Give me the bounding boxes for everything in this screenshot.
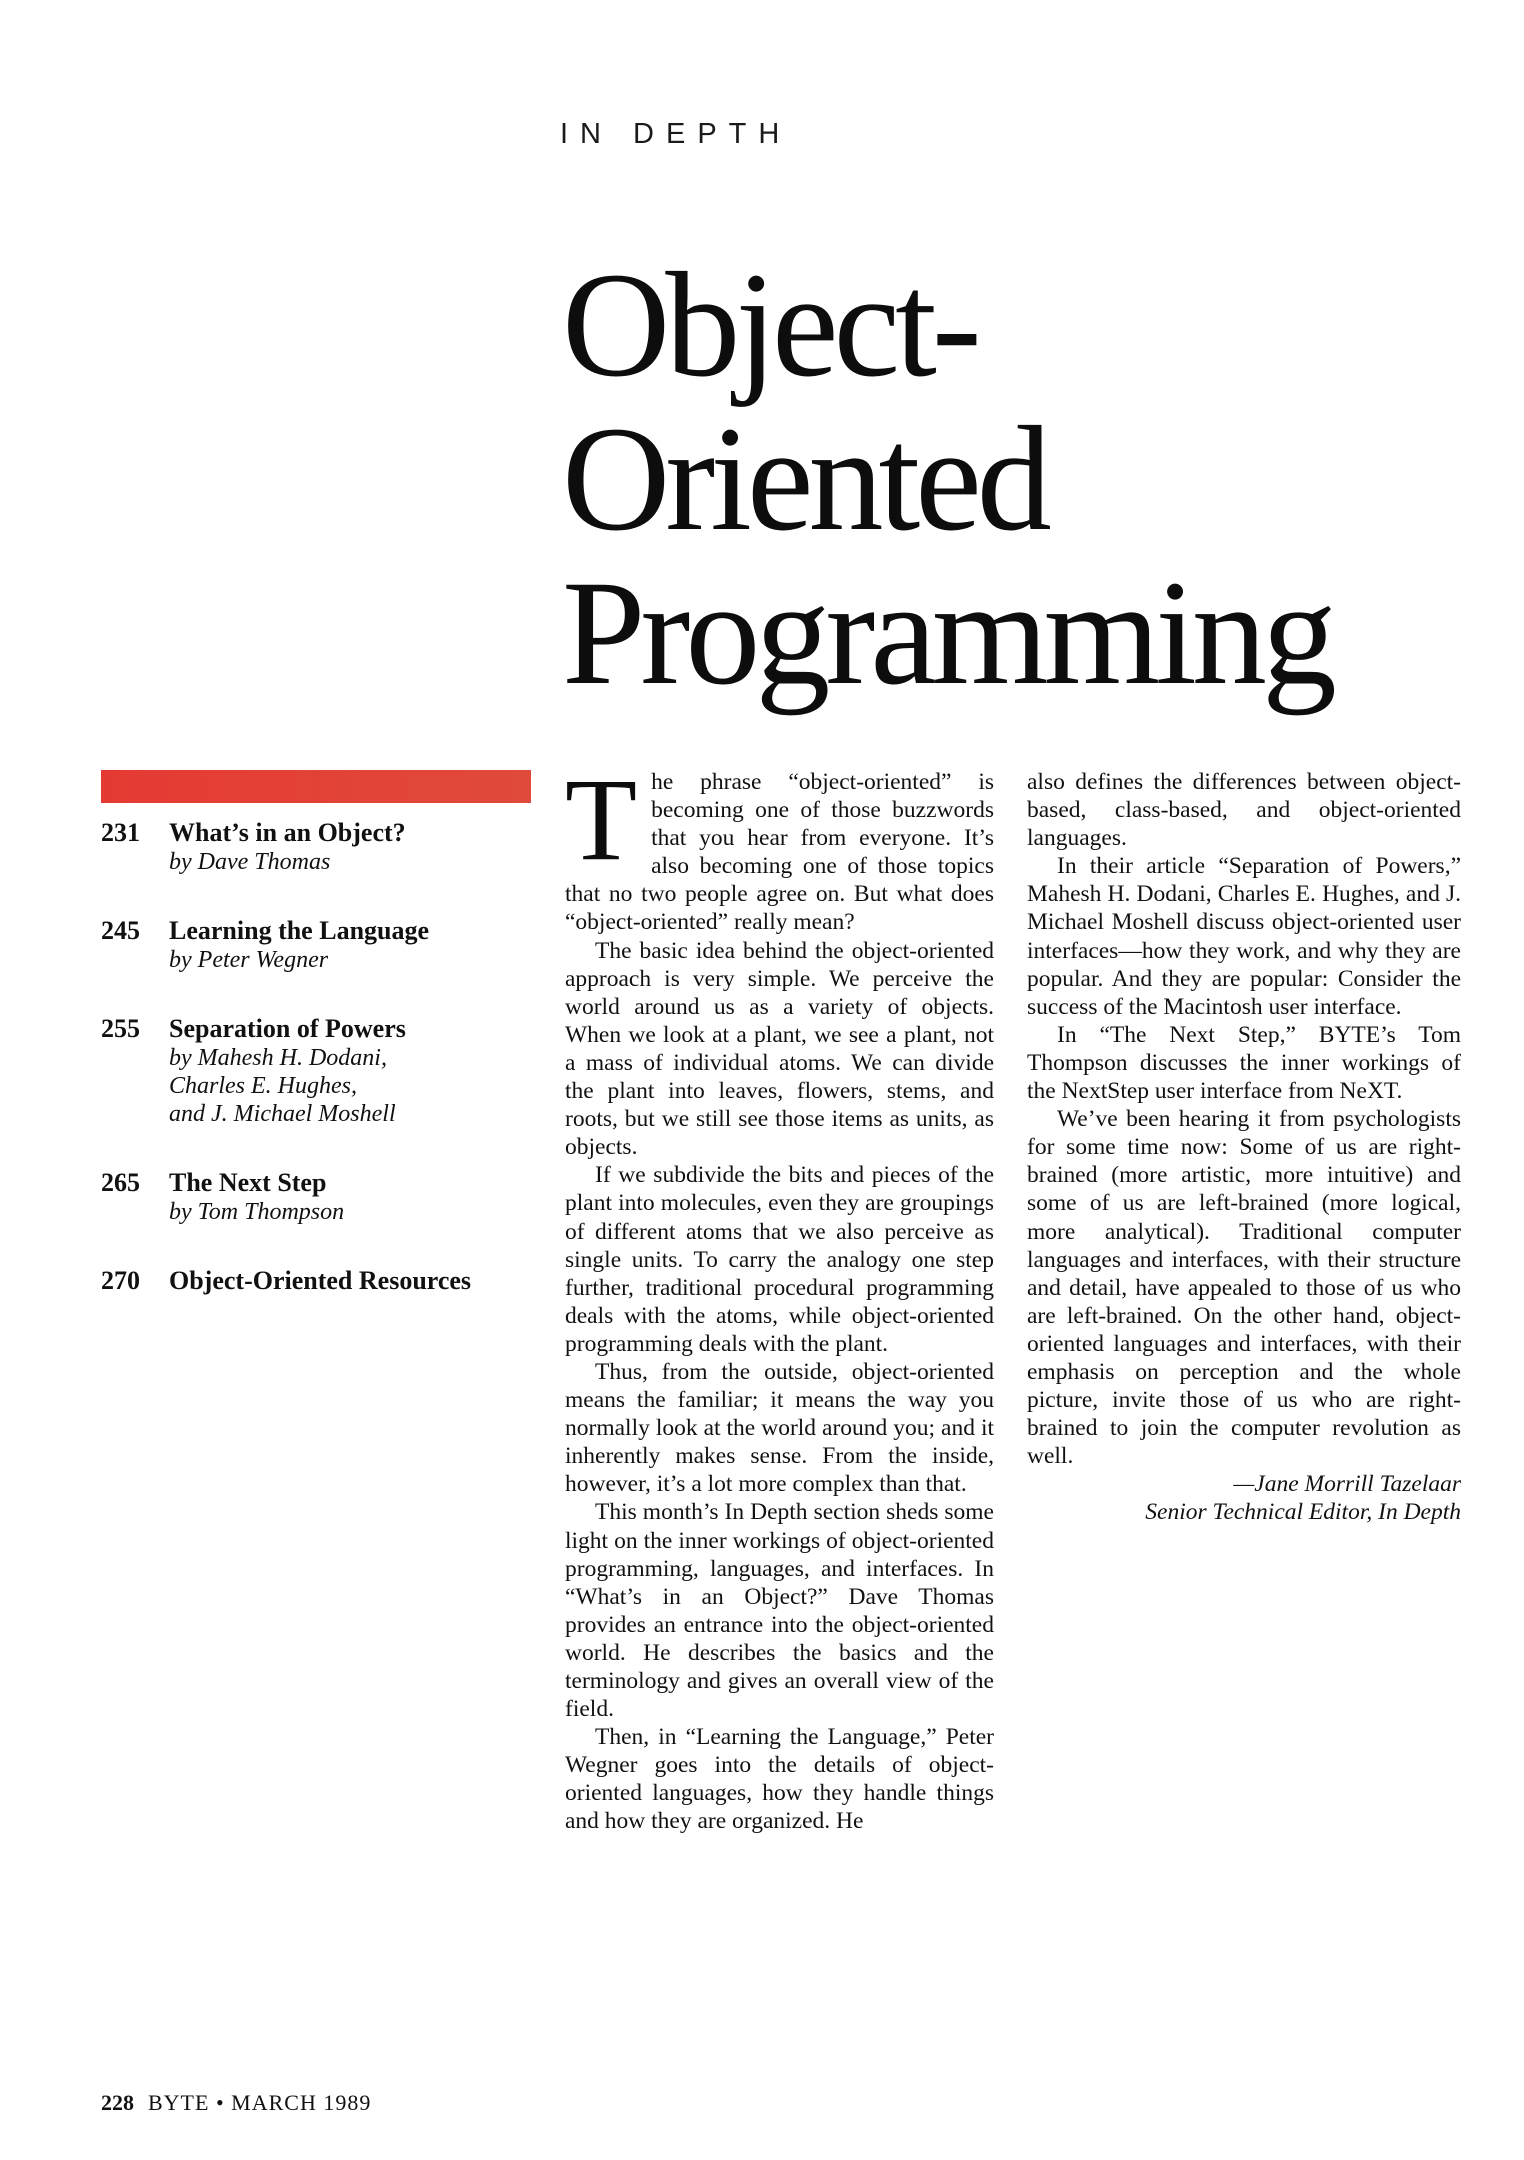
body-paragraph: also defines the differences between object-based, class-based, and object-oriented languages.: [1027, 769, 1461, 852]
body-paragraph: We’ve been hearing it from psychologists for some time now: Some of us are right-brained (more artistic, more intuitive) and some of us are left-brained (more logical, more analytical). Traditional computer languages and interfaces, with their structure and detail, have appealed to those of us who are left-brained. On the other hand, object-oriented languages and interfaces, with their emphasis on perception and the whole picture, invite those of us who are right-brained to join the computer revolution as well.: [1027, 1106, 1461, 1470]
title-line-3: Programming: [562, 550, 1332, 716]
toc-page-number: 255: [101, 1014, 140, 1043]
toc-item[interactable]: [101, 916, 541, 974]
signature-title: Senior Technical Editor, In Depth: [1145, 1499, 1461, 1526]
body-paragraph: In “The Next Step,” BYTE’s Tom Thompson discusses the inner workings of the NextStep user interface from NeXT.: [1027, 1021, 1461, 1105]
section-kicker: IN DEPTH: [560, 118, 792, 150]
toc-title: Learning the Language: [169, 916, 430, 945]
toc-author: by Mahesh H. Dodani, Charles E. Hughes, and J. Michael Moshell: [169, 1045, 396, 1127]
body-column-middle: [565, 754, 994, 1836]
toc-item[interactable]: [101, 818, 541, 876]
drop-cap: T: [565, 754, 638, 885]
signature-name: —Jane Morrill Tazelaar: [1233, 1471, 1461, 1498]
body-paragraph: This month’s In Depth section sheds some light on the inner workings of object-oriented programming, languages, and interfaces. In “What’s in an Object?” Dave Thomas provides an entrance into the object-oriented world. He describes the basics and the terminology and gives an overall view of the field.: [565, 1499, 994, 1723]
body-paragraph: The phrase “object-oriented” is becoming one of those buzzwords that you hear from everyone. It’s also becoming one of those topics that no two people agree on. But what does “object-oriented” really mean?: [565, 754, 994, 936]
toc-item[interactable]: [101, 1014, 541, 1128]
toc-title: The Next Step: [169, 1168, 327, 1197]
body-paragraph: Then, in “Learning the Language,” Peter Wegner goes into the details of object-oriented languages, how they handle things and how they are organized. He: [565, 1724, 994, 1835]
toc-page-number: 270: [101, 1266, 140, 1295]
toc-title: What’s in an Object?: [169, 818, 406, 847]
body-column-right: [1027, 768, 1461, 1527]
footer-page-number: 228: [101, 2090, 134, 2115]
toc-page-number: 231: [101, 818, 140, 847]
toc-page-number: 265: [101, 1168, 140, 1197]
page-footer: [101, 2090, 371, 2116]
article-title: [562, 242, 1332, 716]
body-paragraph: The basic idea behind the object-oriented approach is very simple. We perceive the world around us as a variety of objects. When we look at a plant, we see a plant, not a mass of individual atoms. We can divide the plant into leaves, flowers, stems, and roots, but we still see those items as units, as objects.: [565, 937, 994, 1161]
body-paragraph: Thus, from the outside, object-oriented means the familiar; it means the way you normally look at the world around you; and it inherently makes sense. From the inside, however, it’s a lot more complex than that.: [565, 1358, 994, 1498]
title-line-1: Object-: [562, 242, 977, 408]
toc-title: Separation of Powers: [169, 1014, 406, 1043]
footer-publication: BYTE • MARCH 1989: [148, 2090, 372, 2115]
toc-author: by Dave Thomas: [169, 849, 331, 875]
table-of-contents: [101, 818, 541, 1336]
toc-author: by Tom Thompson: [169, 1199, 345, 1225]
body-paragraph: If we subdivide the bits and pieces of the plant into molecules, even they are groupings of different atoms that we also perceive as single units. To carry the analogy one step further, traditional procedural programming deals with the atoms, while object-oriented programming deals with the plant.: [565, 1162, 994, 1357]
toc-title: Object-Oriented Resources: [169, 1266, 472, 1295]
red-accent-bar: [101, 770, 531, 803]
title-line-2: Oriented: [562, 396, 1047, 562]
body-paragraph: In their article “Separation of Powers,” Mahesh H. Dodani, Charles E. Hughes, and J. Michael Moshell discuss object-oriented user interfaces—how they work, and why they are popular. And they are popular: Consider the success of the Macintosh user interface.: [1027, 853, 1461, 1020]
toc-item[interactable]: [101, 1266, 541, 1296]
toc-page-number: 245: [101, 916, 140, 945]
toc-author: by Peter Wegner: [169, 947, 329, 973]
toc-item[interactable]: [101, 1168, 541, 1226]
